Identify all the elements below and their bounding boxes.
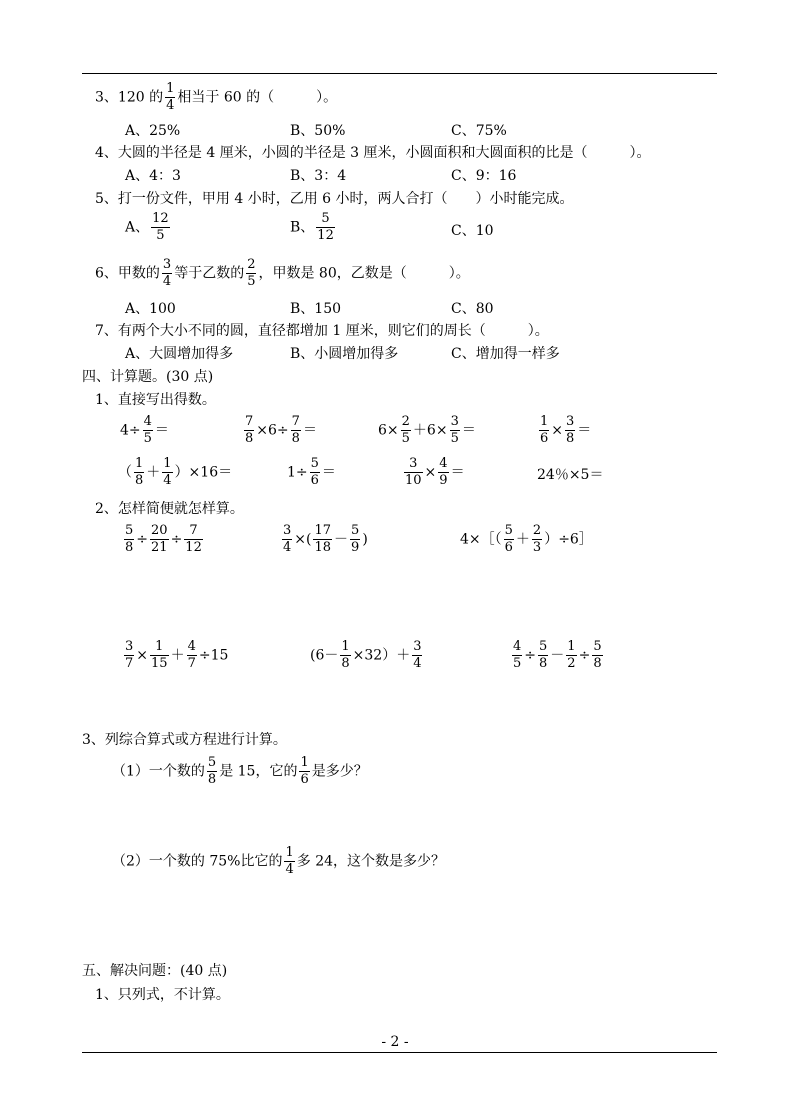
fraction: $\frac{4}{7}$ — [187, 639, 196, 671]
fraction: $\frac{2}{5}$ — [247, 257, 256, 289]
simp-e4: $\frac{3}{7}$ × $\frac{1}{15}$ ＋ $\frac{4}{7}$ ÷15 — [125, 639, 229, 671]
fraction: $\frac{12}{5}$ — [152, 211, 169, 243]
fraction: $\frac{3}{5}$ — [450, 414, 459, 446]
fraction: $\frac{1}{4}$ — [285, 845, 294, 877]
q6-option-a: A、100 — [125, 301, 176, 317]
question-3 — [95, 82, 337, 113]
question-7: 7、有两个大小不同的圆，直径都增加 1 厘米，则它们的周长（ ）。 — [95, 323, 549, 339]
fraction: $\frac{1}{4}$ — [163, 456, 172, 488]
fraction: $\frac{3}{4}$ — [413, 639, 422, 671]
q3-text-pre: 3、120 的 — [95, 89, 164, 106]
simp-e6: $\frac{4}{5}$ ÷ $\frac{5}{8}$ － $\frac{1}{2}$ ÷ $\frac{5}{8}$ — [513, 639, 602, 671]
simp-e5: (6－ $\frac{1}{8}$ ×32）＋ $\frac{3}{4}$ — [310, 639, 422, 671]
header-rule — [82, 73, 717, 74]
fraction: $\frac{1}{15}$ — [151, 639, 168, 671]
q7-option-a: A、大圆增加得多 — [125, 346, 234, 362]
fraction: $\frac{5}{8}$ — [593, 639, 602, 671]
simp-e1: $\frac{5}{8}$ ÷ $\frac{20}{21}$ ÷ $\frac{7}{12}$ — [125, 523, 202, 555]
fraction: $\frac{4}{9}$ — [439, 456, 448, 488]
q7-option-b: B、小圆增加得多 — [290, 346, 399, 362]
fraction: $\frac{1}{2}$ — [567, 639, 576, 671]
fraction: $\frac{4}{5}$ — [513, 639, 522, 671]
calc-e2: $\frac{7}{8}$ ×6÷ $\frac{7}{8}$ ＝ — [245, 414, 317, 446]
q4-option-b: B、3：4 — [290, 168, 347, 184]
q6-option-c: C、80 — [451, 301, 494, 317]
q6-option-b: B、150 — [290, 301, 342, 317]
question-4: 4、大圆的半径是 4 厘米，小圆的半径是 3 厘米，小圆面积和大圆面积的比是（ ）。 — [95, 145, 651, 161]
s4-q1-title: 1、直接写出得数。 — [95, 392, 216, 408]
fraction: $\frac{5}{8}$ — [125, 523, 134, 555]
fraction: $\frac{1}{8}$ — [341, 639, 350, 671]
section-4-heading: 四、计算题。(30 点) — [82, 369, 214, 385]
fraction: $\frac{3}{4}$ — [162, 257, 172, 289]
fraction: $\frac{1}{6}$ — [540, 414, 549, 446]
section-5-heading: 五、解决问题：(40 点) — [82, 963, 228, 979]
fraction: $\frac{2}{3}$ — [532, 523, 542, 555]
q3-option-c: C、75% — [451, 123, 507, 139]
simp-e3: 4×［（ $\frac{5}{6}$ ＋ $\frac{2}{3}$ ）÷6］ — [460, 523, 593, 555]
fraction: $\frac{7}{12}$ — [185, 523, 202, 555]
fraction: $\frac{5}{8}$ — [207, 755, 217, 787]
question-5: 5、打一份文件，甲用 4 小时，乙用 6 小时，两人合打（ ）小时能完成。 — [95, 191, 574, 207]
q7-option-c: C、增加得一样多 — [451, 346, 560, 362]
calc-e1: 4÷ $\frac{4}{5}$ ＝ — [120, 414, 169, 446]
calc-e4: $\frac{1}{6}$ × $\frac{3}{8}$ ＝ — [540, 414, 592, 446]
s4-q3-title: 3、列综合算式或方程进行计算。 — [82, 732, 287, 748]
word-problem-2: （2）一个数的 75%比它的 $\frac{1}{4}$ 多 24，这个数是多少？ — [112, 845, 446, 877]
fraction: $\frac{7}{8}$ — [245, 414, 254, 446]
q5-option-b: B、 $\frac{5}{12}$ — [290, 211, 334, 243]
s4-q2-title: 2、怎样简便就怎样算。 — [95, 501, 244, 517]
fraction: $\frac{5}{8}$ — [539, 639, 548, 671]
fraction: $\frac{5}{6}$ — [310, 456, 319, 488]
simp-e2: $\frac{3}{4}$ ×( $\frac{17}{18}$ － $\frac{5}{9}$ ) — [283, 523, 368, 555]
fraction: $\frac{17}{18}$ — [314, 523, 332, 555]
q5-option-c: C、10 — [451, 223, 494, 239]
q3-text-post: 相当于 60 的（ ）。 — [177, 89, 338, 106]
calc-e8: 24％×5＝ — [537, 467, 604, 483]
q5-option-a: A、 $\frac{12}{5}$ — [125, 211, 169, 243]
word-problem-1: （1）一个数的 $\frac{5}{8}$ 是 15，它的 $\frac{1}{6}$ 是多少？ — [112, 755, 368, 787]
calc-e5: （ $\frac{1}{8}$ ＋ $\frac{1}{4}$ ）×16＝ — [118, 456, 233, 488]
fraction: $\frac{3}{4}$ — [283, 523, 292, 555]
fraction: $\frac{7}{8}$ — [291, 414, 300, 446]
calc-e7: $\frac{3}{10}$ × $\frac{4}{9}$ ＝ — [405, 456, 465, 488]
fraction: $\frac{3}{8}$ — [566, 414, 575, 446]
calc-e3: 6× $\frac{2}{5}$ ＋6× $\frac{3}{5}$ ＝ — [378, 414, 476, 446]
fraction: $\frac{3}{10}$ — [405, 456, 422, 488]
fraction: $\frac{2}{5}$ — [401, 414, 410, 446]
fraction: $\frac{1}{4}$ — [166, 81, 175, 113]
q3-option-b: B、50% — [290, 123, 346, 139]
fraction: $\frac{5}{6}$ — [504, 523, 513, 555]
q4-option-c: C、9：16 — [451, 168, 517, 184]
fraction: $\frac{1}{8}$ — [135, 456, 144, 488]
fraction: $\frac{3}{7}$ — [125, 639, 134, 671]
s5-q1-title: 1、只列式，不计算。 — [95, 987, 230, 1003]
page-number: - 2 - — [381, 1034, 409, 1050]
fraction: $\frac{5}{12}$ — [317, 211, 334, 243]
fraction: $\frac{1}{6}$ — [300, 755, 309, 787]
fraction: $\frac{20}{21}$ — [151, 523, 168, 555]
question-6: 6、甲数的 $\frac{3}{4}$ 等于乙数的 $\frac{2}{5}$ ，甲数是 80，乙数是（ ）。 — [95, 257, 470, 289]
calc-e6: 1÷ $\frac{5}{6}$ ＝ — [287, 456, 336, 488]
fraction: $\frac{4}{5}$ — [143, 414, 152, 446]
q3-option-a: A、25% — [125, 123, 181, 139]
q4-option-a: A、4：3 — [125, 168, 181, 184]
footer-rule — [82, 1052, 717, 1053]
fraction: $\frac{5}{9}$ — [351, 523, 360, 555]
